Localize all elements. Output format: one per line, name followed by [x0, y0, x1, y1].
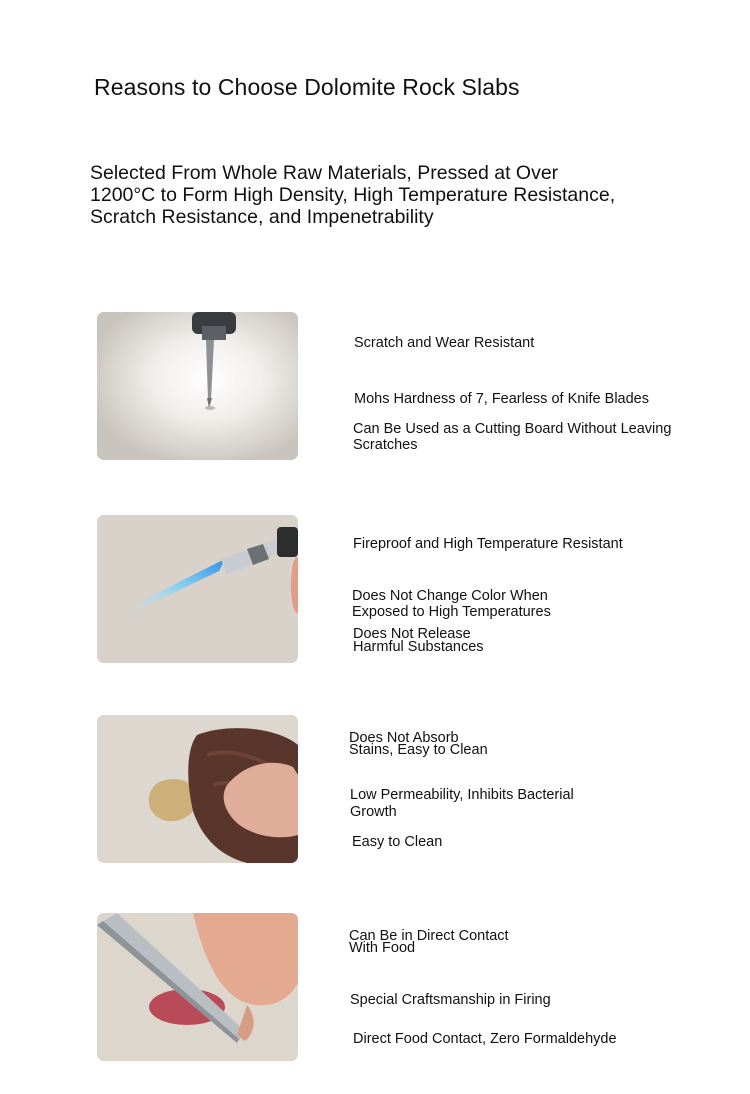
feature-1-point-2: Can Be Used as a Cutting Board Without Leaving Scratches [353, 421, 672, 453]
feature-3-heading: Does Not Absorb Stains, Easy to Clean [349, 730, 488, 758]
feature-4-heading: Can Be in Direct Contact With Food [349, 928, 509, 956]
feature-4-point-1: Special Craftsmanship in Firing [350, 992, 551, 1008]
page-title: Reasons to Choose Dolomite Rock Slabs [94, 74, 520, 100]
feature-2-point-2: Does Not Release Harmful Substances [353, 626, 484, 655]
feature-1-heading: Scratch and Wear Resistant [354, 335, 535, 351]
feature-3-point-2: Easy to Clean [352, 834, 443, 850]
feature-2-point-1: Does Not Change Color When Exposed to High Temperatures [352, 588, 551, 620]
feature-3-point-1: Low Permeability, Inhibits Bacterial Growth [350, 787, 574, 820]
feature-4-point-2: Direct Food Contact, Zero Formaldehyde [353, 1031, 617, 1047]
feature-1-point-1: Mohs Hardness of 7, Fearless of Knife Blades [354, 391, 649, 407]
knife-meat-illustration [97, 913, 298, 1061]
feature-1-photo [97, 312, 298, 460]
towel-wipe-illustration [97, 715, 298, 863]
drill-scratch-illustration [97, 312, 298, 460]
feature-4-photo [97, 913, 298, 1061]
intro-text: Selected From Whole Raw Materials, Pressed at Over 1200°C to Form High Density, High Temperature Resistance, Scratch Resistance, and Impenetrability [90, 162, 616, 228]
feature-2-photo [97, 515, 298, 663]
blowtorch-illustration [97, 515, 298, 663]
feature-2-heading: Fireproof and High Temperature Resistant [353, 536, 623, 552]
feature-3-photo [97, 715, 298, 863]
